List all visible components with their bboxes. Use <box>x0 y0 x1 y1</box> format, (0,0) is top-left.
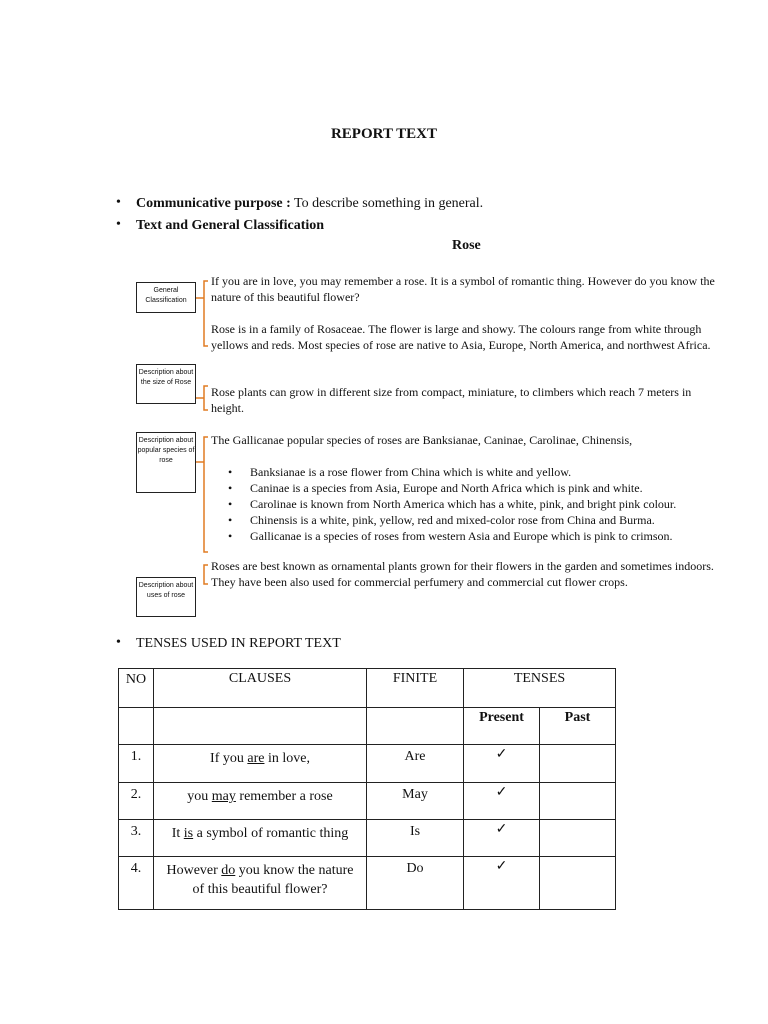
table-cell <box>367 708 464 745</box>
header-past: Past <box>540 708 616 745</box>
underlined-verb: do <box>221 863 236 878</box>
past-cell <box>540 783 616 820</box>
table-cell <box>119 708 154 745</box>
row-number: 4. <box>119 857 154 910</box>
bullet-dot: • <box>116 635 121 650</box>
tenses-table <box>118 668 616 910</box>
purpose-label: Communicative purpose : <box>136 196 291 211</box>
label-uses-description: Description about uses of rose <box>136 577 196 617</box>
bullet-dot: • <box>116 217 121 232</box>
present-check: ✓ <box>464 857 540 910</box>
classification-label: Text and General Classification <box>136 218 325 233</box>
paragraph-species-intro: The Gallicanae popular species of roses are Banksianae, Caninae, Carolinae, Chinensis, <box>211 433 633 447</box>
purpose-text: To describe something in general. <box>290 196 484 211</box>
clause-text: you know the nature of this beautiful flower? <box>192 863 354 897</box>
row-number: 2. <box>119 783 154 820</box>
table-row <box>119 857 616 910</box>
clause-cell <box>154 857 367 910</box>
present-check: ✓ <box>464 745 540 783</box>
paragraph-uses: Roses are best known as ornamental plants grown for their flowers in the garden and sometimes indoors. They have been also used for commercial perfumery and commercial cut flower crops. <box>211 559 714 589</box>
row-number: 1. <box>119 745 154 783</box>
past-cell <box>540 857 616 910</box>
table-cell <box>154 708 367 745</box>
finite-cell: Is <box>367 820 464 857</box>
finite-cell: May <box>367 783 464 820</box>
past-cell <box>540 820 616 857</box>
header-no: NO <box>119 669 154 708</box>
underlined-verb: may <box>211 789 236 804</box>
past-cell <box>540 745 616 783</box>
clause-cell <box>154 820 367 857</box>
table-row <box>119 820 616 857</box>
finite-cell: Do <box>367 857 464 910</box>
paragraph-intro: If you are in love, you may remember a rose. It is a symbol of romantic thing. However do you know the nature of this beautiful flower? <box>211 274 715 304</box>
finite-cell: Are <box>367 745 464 783</box>
clause-text: It <box>171 826 184 841</box>
clause-text: a symbol of romantic thing <box>193 826 349 841</box>
tenses-heading: TENSES USED IN REPORT TEXT <box>136 636 341 651</box>
bracket-intro <box>204 281 208 346</box>
clause-cell <box>154 745 367 783</box>
table-row <box>119 745 616 783</box>
header-finite: FINITE <box>367 669 464 708</box>
header-clauses: CLAUSES <box>154 669 367 708</box>
present-check: ✓ <box>464 820 540 857</box>
bullet-dot: • <box>116 195 121 210</box>
clause-text: you <box>187 789 212 804</box>
bracket-uses <box>204 565 208 584</box>
underlined-verb: are <box>247 751 265 766</box>
clause-text: However <box>166 863 222 878</box>
label-general-classification: General Classification <box>136 282 196 313</box>
clause-text: If you <box>210 751 248 766</box>
header-present: Present <box>464 708 540 745</box>
clause-cell <box>154 783 367 820</box>
page-title: REPORT TEXT <box>330 126 438 142</box>
paragraph-size: Rose plants can grow in different size from compact, miniature, to climbers which reach 7 meters in height. <box>211 385 692 415</box>
underlined-verb: is <box>183 826 194 841</box>
rose-heading: Rose <box>452 238 481 253</box>
clause-text: remember a rose <box>235 789 333 804</box>
bracket-size <box>204 386 208 410</box>
label-size-description: Description about the size of Rose <box>136 364 196 404</box>
row-number: 3. <box>119 820 154 857</box>
paragraph-family: Rose is in a family of Rosaceae. The flower is large and showy. The colours range from white through yellows and reds. Most species of rose are native to Asia, Europe, North America, and northwest Africa. <box>211 322 711 352</box>
present-check: ✓ <box>464 783 540 820</box>
label-popular-species: Description about popular species of rose <box>136 432 196 493</box>
header-tenses: TENSES <box>464 669 616 708</box>
bracket-popular <box>204 437 208 552</box>
clause-text: in love, <box>264 751 310 766</box>
table-row <box>119 783 616 820</box>
